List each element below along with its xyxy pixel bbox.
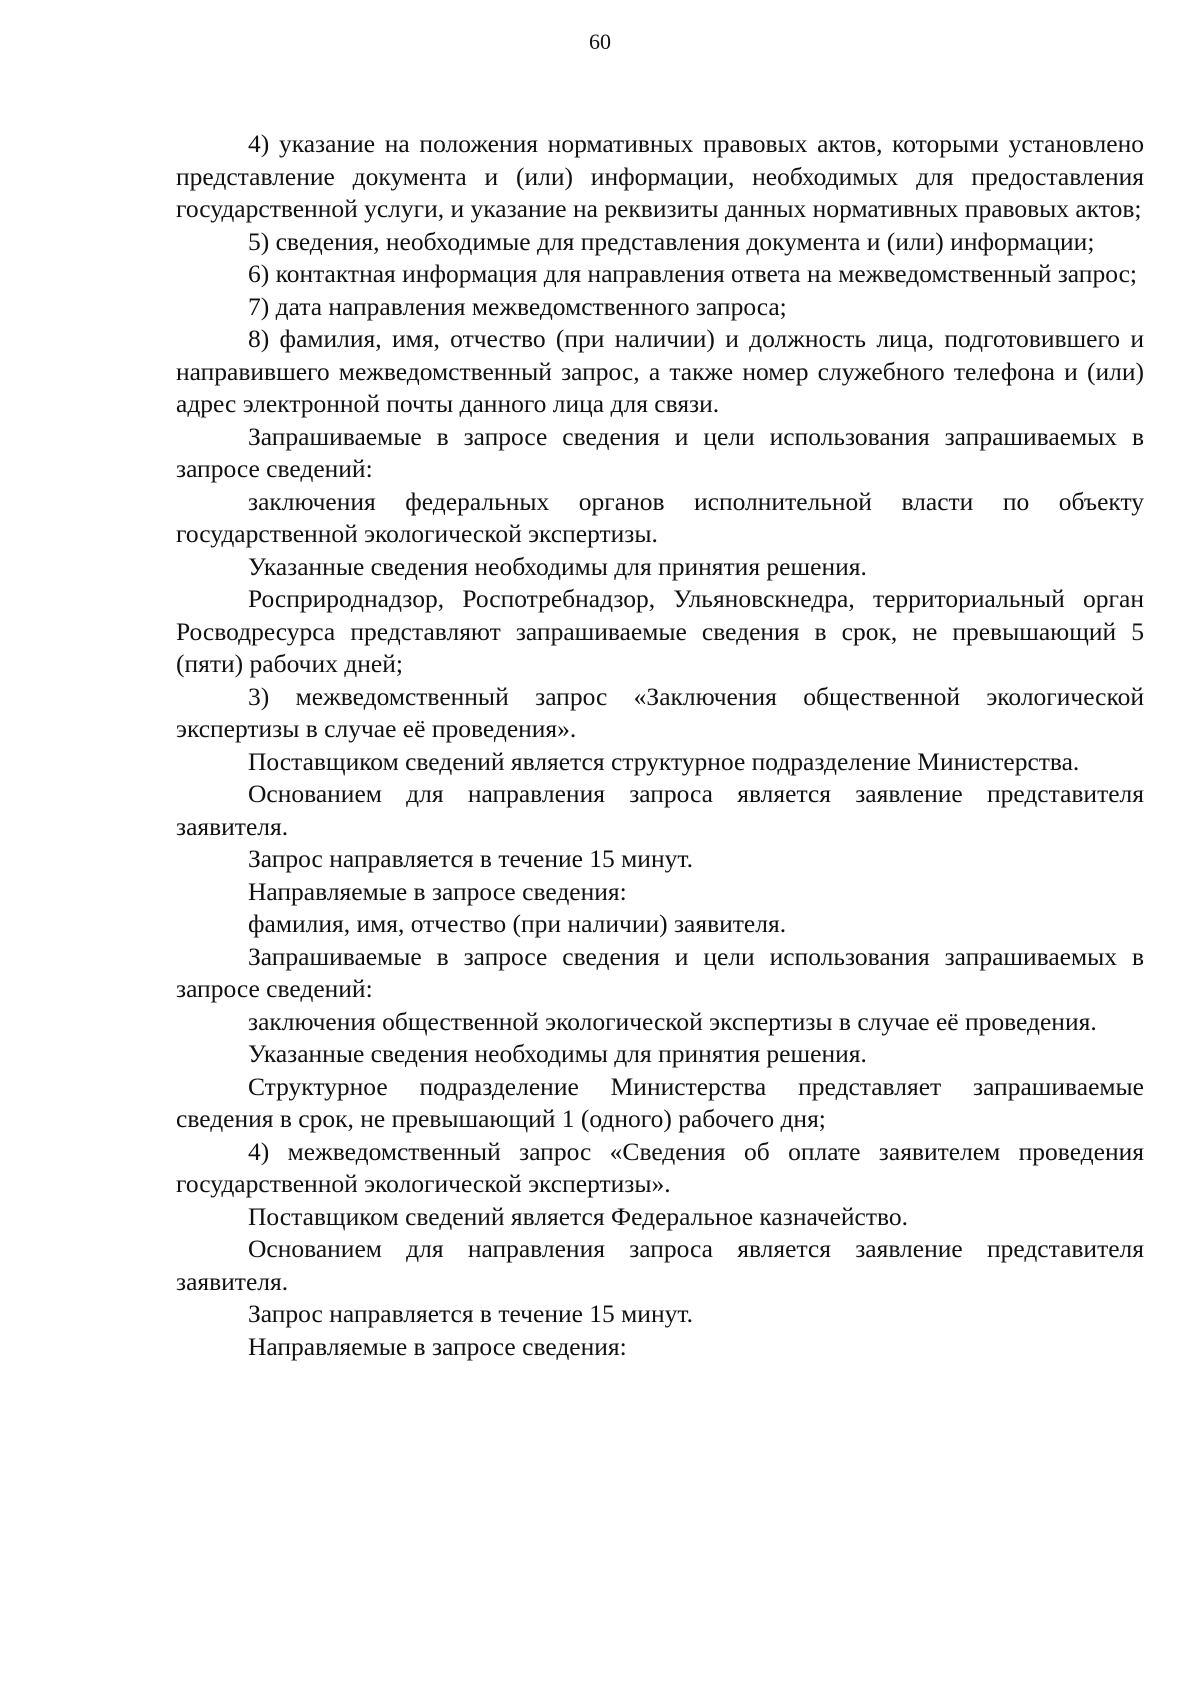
paragraph-public-conclusions: заключения общественной экологической экспертизы в случае её проведения. — [248, 1006, 1097, 1036]
paragraph-timing-1: Запрос направляется в течение 15 минут. — [248, 844, 693, 873]
paragraph-decision-need-2: Указанные сведения необходимы для принятия решения. — [248, 1039, 867, 1068]
paragraph-applicant-name: фамилия, имя, отчество (при наличии) заявителя. — [248, 909, 787, 938]
paragraph-supplier-ministry: Поставщиком сведений является структурное подразделение Министерства. — [248, 746, 1080, 776]
paragraph-item-8-official: 8) фамилия, имя, отчество (при наличии) и должность лица, подготовившего и направившего межведомственный запрос, а также номер служебного телефона и (или) адрес электронной почты данного лица для связи. — [176, 324, 1144, 418]
paragraph-request-4: 4) межведомственный запрос «Сведения об оплате заявителем проведения государственной экологической экспертизы». — [176, 1136, 1144, 1198]
paragraph-supplier-treasury: Поставщиком сведений является Федеральное казначейство. — [248, 1201, 909, 1231]
paragraph-item-6-contact: 6) контактная информация для направления ответа на межведомственный запрос; — [248, 259, 1137, 288]
paragraph-timing-2: Запрос направляется в течение 15 минут. — [248, 1299, 693, 1328]
paragraph-agencies-deadline: Росприроднадзор, Роспотребнадзор, Ульяновскнедра, территориальный орган Росводресурса представляют запрашиваемые сведения в срок, не превышающий 5 (пяти) рабочих дней; — [176, 584, 1144, 678]
paragraph-item-7-date: 7) дата направления межведомственного запроса; — [248, 291, 787, 321]
page-number: 60 — [589, 29, 611, 54]
document-body — [176, 128, 1144, 1363]
paragraph-requested-info-2: Запрашиваемые в запросе сведения и цели использования запрашиваемых в запросе сведений: — [176, 941, 1144, 1003]
paragraph-federal-conclusions: заключения федеральных органов исполнительной власти по объекту государственной экологической экспертизы. — [176, 486, 1144, 548]
paragraph-item-5-information: 5) сведения, необходимые для представления документа и (или) информации; — [248, 226, 1095, 256]
paragraph-basis-1: Основанием для направления запроса является заявление представителя заявителя. — [176, 779, 1144, 841]
paragraph-decision-need: Указанные сведения необходимы для принятия решения. — [248, 551, 867, 581]
paragraph-requested-info: Запрашиваемые в запросе сведения и цели использования запрашиваемых в запросе сведений: — [176, 421, 1144, 483]
paragraph-item-4-legal-acts: 4) указание на положения нормативных правовых актов, которыми установлено представление документа и (или) информации, необходимых для предоставления государственной услуги, и указание на реквизиты данных нормативных правовых актов; — [176, 129, 1144, 223]
paragraph-request-3: 3) межведомственный запрос «Заключения общественной экологической экспертизы в случае её проведения». — [176, 681, 1144, 743]
paragraph-ministry-deadline: Структурное подразделение Министерства представляет запрашиваемые сведения в срок, не превышающий 1 (одного) рабочего дня; — [176, 1071, 1144, 1133]
paragraph-basis-2: Основанием для направления запроса является заявление представителя заявителя. — [176, 1234, 1144, 1296]
paragraph-sent-info-1: Направляемые в запросе сведения: — [248, 876, 627, 906]
paragraph-sent-info-2: Направляемые в запросе сведения: — [248, 1331, 627, 1361]
